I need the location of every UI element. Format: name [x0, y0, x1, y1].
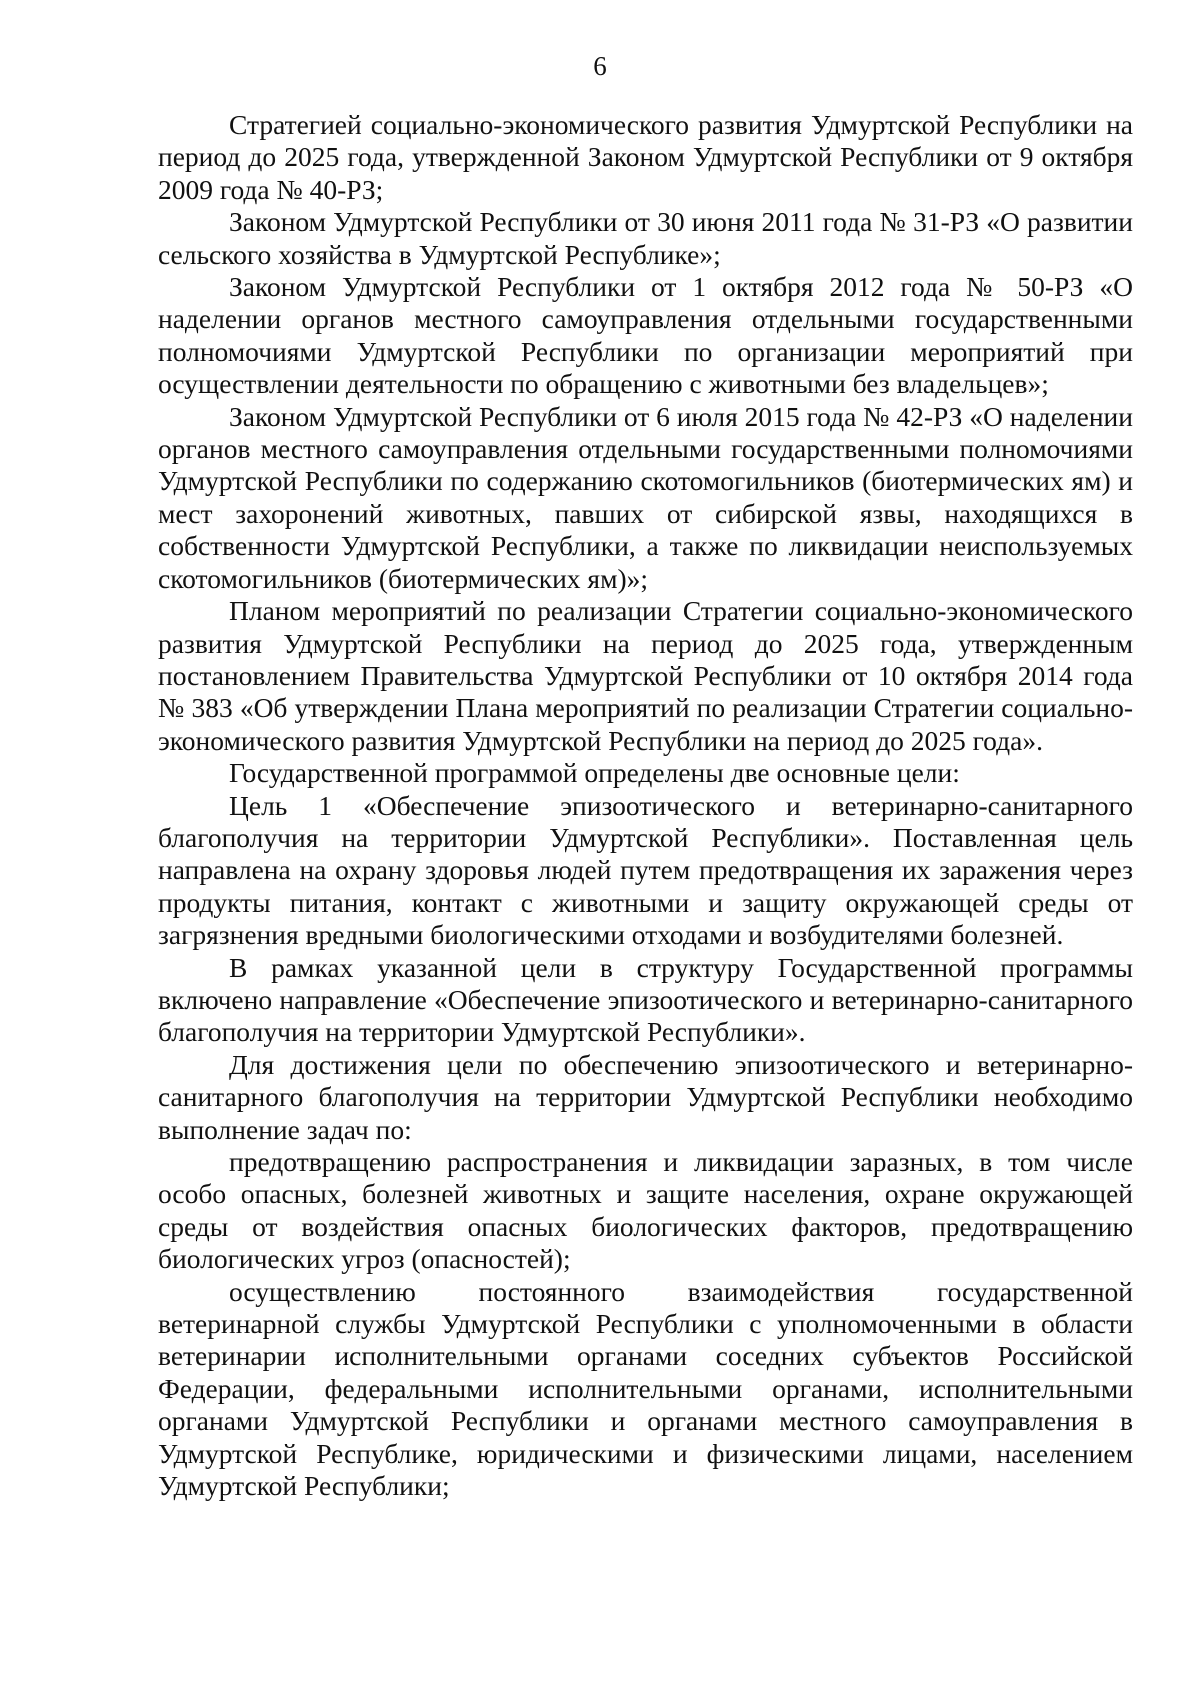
paragraph-law-42-rz: Законом Удмуртской Республики от 6 июля 2015 года № 42-РЗ «О наделении органов местного самоуправления отдельными государственными полномочиями Удмуртской Республики по содержанию скотомогильников (биотермических ям) и мест захоронений животных, павших от сибирской язвы, находящихся в собственности Удмуртской Республики, а также по ликвидации неиспользуемых скотомогильников (биотермических ям)»;: [158, 400, 1133, 594]
paragraph-direction: В рамках указанной цели в структуру Государственной программы включено направление «Обеспечение эпизоотического и ветеринарно-санитарного благополучия на территории Удмуртской Республики».: [158, 951, 1133, 1048]
paragraph-action-plan: Планом мероприятий по реализации Стратегии социально-экономического развития Удмуртской Республики на период до 2025 года, утвержденным постановлением Правительства Удмуртской Республики от 10 октября 2014 года № 383 «Об утверждении Плана мероприятий по реализации Стратегии социально-экономического развития Удмуртской Республики на период до 2025 года».: [158, 595, 1133, 756]
paragraph-strategy-2025: Стратегией социально-экономического развития Удмуртской Республики на период до 2025 года, утвержденной Законом Удмуртской Республики от 9 октября 2009 года № 40-РЗ;: [158, 109, 1133, 205]
paragraph-two-goals: Государственной программой определены две основные цели:: [229, 757, 960, 789]
paragraph-goal-1: Цель 1 «Обеспечение эпизоотического и ветеринарно-санитарного благополучия на территории Удмуртской Республики». Поставленная цель направлена на охрану здоровья людей путем предотвращения их заражения через продукты питания, контакт с животными и защиту окружающей среды от загрязнения вредными биологическими отходами и возбудителями болезней.: [158, 789, 1133, 951]
page-number: 6: [593, 51, 607, 81]
paragraph-task-prevention: предотвращению распространения и ликвидации заразных, в том числе особо опасных, болезней животных и защите населения, охране окружающей среды от воздействия опасных биологических факторов, предотвращению биологических угроз (опасностей);: [158, 1146, 1133, 1275]
paragraph-law-50-rz: Законом Удмуртской Республики от 1 октября 2012 года № 50-РЗ «О наделении органов местного самоуправления отдельными государственными полномочиями Удмуртской Республики по организации мероприятий при осуществлении деятельности по обращению с животными без владельцев»;: [158, 271, 1133, 400]
paragraph-tasks-intro: Для достижения цели по обеспечению эпизоотического и ветеринарно-санитарного благополучия на территории Удмуртской Республики необходимо выполнение задач по:: [158, 1048, 1133, 1145]
body-text: [158, 109, 1133, 1502]
paragraph-law-31-rz: Законом Удмуртской Республики от 30 июня 2011 года № 31-РЗ «О развитии сельского хозяйства в Удмуртской Республике»;: [158, 206, 1133, 270]
paragraph-task-interaction: осуществлению постоянного взаимодействия государственной ветеринарной службы Удмуртской Республики с уполномоченными в области ветеринарии исполнительными органами соседних субъектов Российской Федерации, федеральными исполнительными органами, исполнительными органами Удмуртской Республики и органами местного самоуправления в Удмуртской Республике, юридическими и физическими лицами, населением Удмуртской Республики;: [158, 1275, 1133, 1502]
